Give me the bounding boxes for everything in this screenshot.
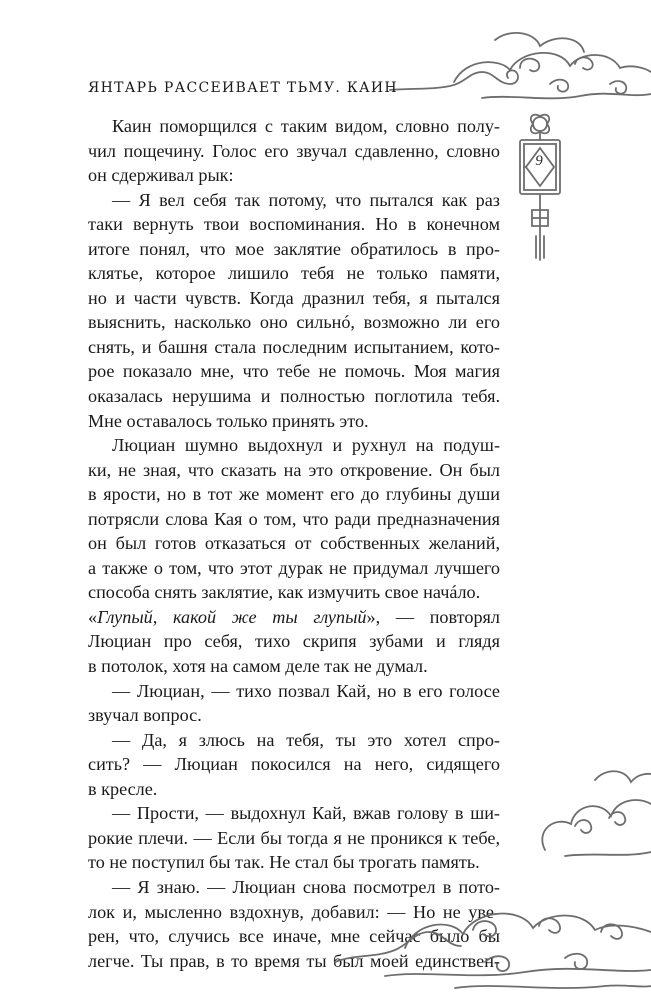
text-line: в кресле. bbox=[88, 778, 158, 799]
text-line: снять, и башня стала последним испытанием, кото- bbox=[88, 336, 500, 357]
text-line: Каин поморщился с таким видом, словно полу- bbox=[112, 116, 500, 136]
text-line: рое показало мне, что тебе не помочь. Моя магия bbox=[88, 361, 500, 382]
text-line: чил пощечину. Голос его звучал сдавленно, словно bbox=[88, 140, 500, 161]
quote-close: », — повторял bbox=[366, 606, 500, 627]
text-line: оказалась нерушима и полностью поглотила тебя. bbox=[88, 386, 500, 407]
quote-open: « bbox=[88, 606, 98, 627]
text-line: рокие плечи. — Если бы тогда я не проникся к тебе, bbox=[88, 827, 500, 848]
text-line: он был готов отказаться от собственных желаний, bbox=[88, 533, 500, 554]
top-cloud-ornament bbox=[370, 28, 651, 108]
text-line: Мне оставалось только принять это. bbox=[88, 410, 369, 431]
text-line: сить? — Люциан покосился на него, сидящего bbox=[88, 754, 500, 775]
text-line: он сдерживал рык: bbox=[88, 165, 234, 186]
text-line: ки, не зная, что сказать на это откровение. Он был bbox=[88, 459, 500, 480]
quote-italic: Глупый, какой же ты глупый bbox=[97, 606, 367, 627]
text-line: потрясли слова Кая о том, что ради предназначения bbox=[88, 508, 500, 529]
text-line: Люциан про себя, тихо скрипя зубами и глядя bbox=[88, 631, 500, 652]
body-text bbox=[88, 114, 500, 973]
text-line: клятье, которое лишило тебя не только памяти, bbox=[88, 263, 500, 284]
text-line: рен, что, случись все иначе, мне сейчас было бы bbox=[88, 926, 500, 947]
text-line: то не поступил бы так. Не стал бы трогать память. bbox=[88, 852, 480, 873]
text-line: способа снять заклятие, как измучить свое начáло. bbox=[88, 582, 481, 603]
text-line: таки вернуть твои воспоминания. Но в конечном bbox=[88, 214, 500, 235]
lantern-ornament bbox=[510, 110, 570, 270]
text-line: в потолок, хотя на самом деле так не думал. bbox=[88, 656, 428, 677]
text-line: но и части чувств. Когда дразнил тебя, я пытался bbox=[88, 287, 500, 308]
text-line: звучал вопрос. bbox=[88, 705, 202, 726]
text-line: — Да, я злюсь на тебя, ты это хотел спро- bbox=[112, 729, 500, 750]
text-line: лок и, мысленно вздохнув, добавил: — Но не уве- bbox=[88, 901, 500, 922]
bottom-cloud-ornament bbox=[325, 892, 651, 1000]
text-line: итоге понял, что мое заклятие обратилось в про- bbox=[88, 238, 500, 259]
right-cloud-ornament bbox=[505, 760, 651, 860]
text-line: выяснить, насколько оно сильнó, возможно ли его bbox=[88, 312, 500, 333]
quote-line bbox=[88, 605, 500, 630]
text-line: — Люциан, — тихо позвал Кай, но в его голосе bbox=[112, 680, 500, 701]
text-line: — Я вел себя так потому, что пытался как раз bbox=[112, 189, 500, 210]
text-line: а также о том, что этот дурак не придумал лучшего bbox=[88, 557, 500, 578]
text-line: — Прости, — выдохнул Кай, вжав голову в ши- bbox=[112, 803, 500, 824]
text-line: в ярости, но в тот же момент его до глубины души bbox=[88, 484, 500, 505]
text-line: легче. Ты прав, в то время ты был моей единствен- bbox=[88, 950, 500, 971]
page-number: 9 bbox=[535, 153, 543, 169]
running-header: ЯНТАРЬ РАССЕИВАЕТ ТЬМУ. КАИН bbox=[88, 80, 398, 96]
text-line: — Я знаю. — Люциан снова посмотрел в пото- bbox=[112, 876, 500, 897]
text-line: Люциан шумно выдохнул и рухнул на подуш- bbox=[112, 435, 500, 456]
